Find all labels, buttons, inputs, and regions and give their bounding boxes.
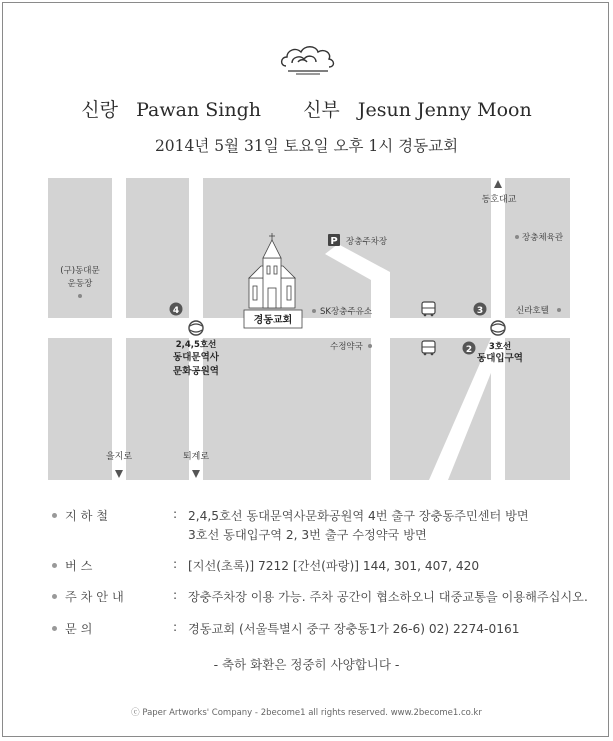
station1-name-2: 문화공원역 bbox=[173, 366, 219, 377]
bride-name: Jesun Jenny Moon bbox=[357, 99, 532, 121]
exit-4-number: 4 bbox=[172, 306, 180, 316]
parking-info-label: 주 차 안 내 bbox=[65, 590, 124, 604]
groom-role: 신랑 bbox=[81, 99, 118, 121]
bus-stop-icon bbox=[422, 302, 435, 316]
station1-line-label: 2,4,5호선 bbox=[175, 340, 217, 350]
sk-gas-label: SK장충주유소 bbox=[320, 307, 373, 317]
side-road bbox=[371, 338, 390, 480]
station2-line-label: 3호선 bbox=[488, 342, 512, 352]
hotel-dot-icon bbox=[557, 308, 561, 312]
bus-stop-icon bbox=[422, 341, 435, 355]
parking-label: 장충주차장 bbox=[346, 237, 388, 247]
bullet-icon bbox=[52, 626, 57, 631]
contact-value: 경동교회 (서울특별시 중구 장충동1가 26-6) 02) 2274-0161 bbox=[188, 622, 520, 636]
subway-line-1: 2,4,5호선 동대문역사문화공원역 4번 출구 장충동주민센터 방면 bbox=[188, 509, 529, 523]
parking-symbol: P bbox=[330, 236, 338, 247]
gym-dot-icon bbox=[515, 235, 519, 239]
subway-station-icon bbox=[189, 321, 203, 335]
closing-note: - 축하 화환은 정중히 사양합니다 - bbox=[213, 657, 400, 672]
station1-name-1: 동대문역사 bbox=[173, 352, 219, 363]
copyright-footer: ⓒ Paper Artworks' Company - 2become1 all rights reserved. www.2become1.co.kr bbox=[131, 708, 482, 718]
colon: : bbox=[173, 620, 178, 634]
groom-name: Pawan Singh bbox=[136, 99, 261, 121]
cloud-logo-icon bbox=[278, 42, 338, 76]
church-label: 경동교회 bbox=[253, 315, 293, 326]
stadium-label-1: (구)동대문 bbox=[60, 266, 100, 276]
exit-3-number: 3 bbox=[476, 306, 484, 316]
jangchung-gym-label: 장충체육관 bbox=[522, 233, 564, 243]
wedding-date: 2014년 5월 31일 토요일 오후 1시 경동교회 bbox=[154, 137, 459, 155]
colon: : bbox=[173, 588, 178, 602]
bullet-icon bbox=[52, 513, 57, 518]
subway-line-2: 3호선 동대입구역 2, 3번 출구 수정약국 방면 bbox=[188, 528, 427, 542]
bride-role: 신부 bbox=[303, 99, 340, 121]
gas-dot-icon bbox=[312, 309, 316, 313]
exit-2-number: 2 bbox=[465, 345, 473, 355]
station2-name: 동대입구역 bbox=[477, 353, 523, 364]
stadium-dot-icon bbox=[78, 294, 82, 298]
pharmacy-label: 수정약국 bbox=[330, 342, 363, 352]
pharmacy-dot-icon bbox=[368, 344, 372, 348]
euljiro-road bbox=[112, 178, 126, 480]
stadium-label-2: 운동장 bbox=[67, 279, 93, 289]
bullet-icon bbox=[52, 594, 57, 599]
colon: : bbox=[173, 507, 178, 521]
bus-label: 버 스 bbox=[65, 559, 93, 573]
bus-value: [지선(초록)] 7212 [간선(파랑)] 144, 301, 407, 420 bbox=[188, 559, 480, 573]
contact-label: 문 의 bbox=[65, 622, 93, 636]
subway-label: 지 하 철 bbox=[65, 509, 109, 523]
parking-info-value: 장충주차장 이용 가능. 주차 공간이 협소하오니 대중교통을 이용해주십시오. bbox=[188, 590, 588, 604]
euljiro-label: 을지로 bbox=[105, 452, 133, 462]
colon: : bbox=[173, 557, 178, 571]
dongho-bridge-label: 동호대교 bbox=[481, 195, 517, 205]
toegyero-label: 퇴계로 bbox=[182, 452, 210, 462]
location-map bbox=[48, 178, 570, 480]
subway-station-icon bbox=[491, 321, 505, 335]
bullet-icon bbox=[52, 563, 57, 568]
couple-names bbox=[0, 95, 613, 122]
shilla-hotel-label: 신라호텔 bbox=[516, 306, 549, 316]
